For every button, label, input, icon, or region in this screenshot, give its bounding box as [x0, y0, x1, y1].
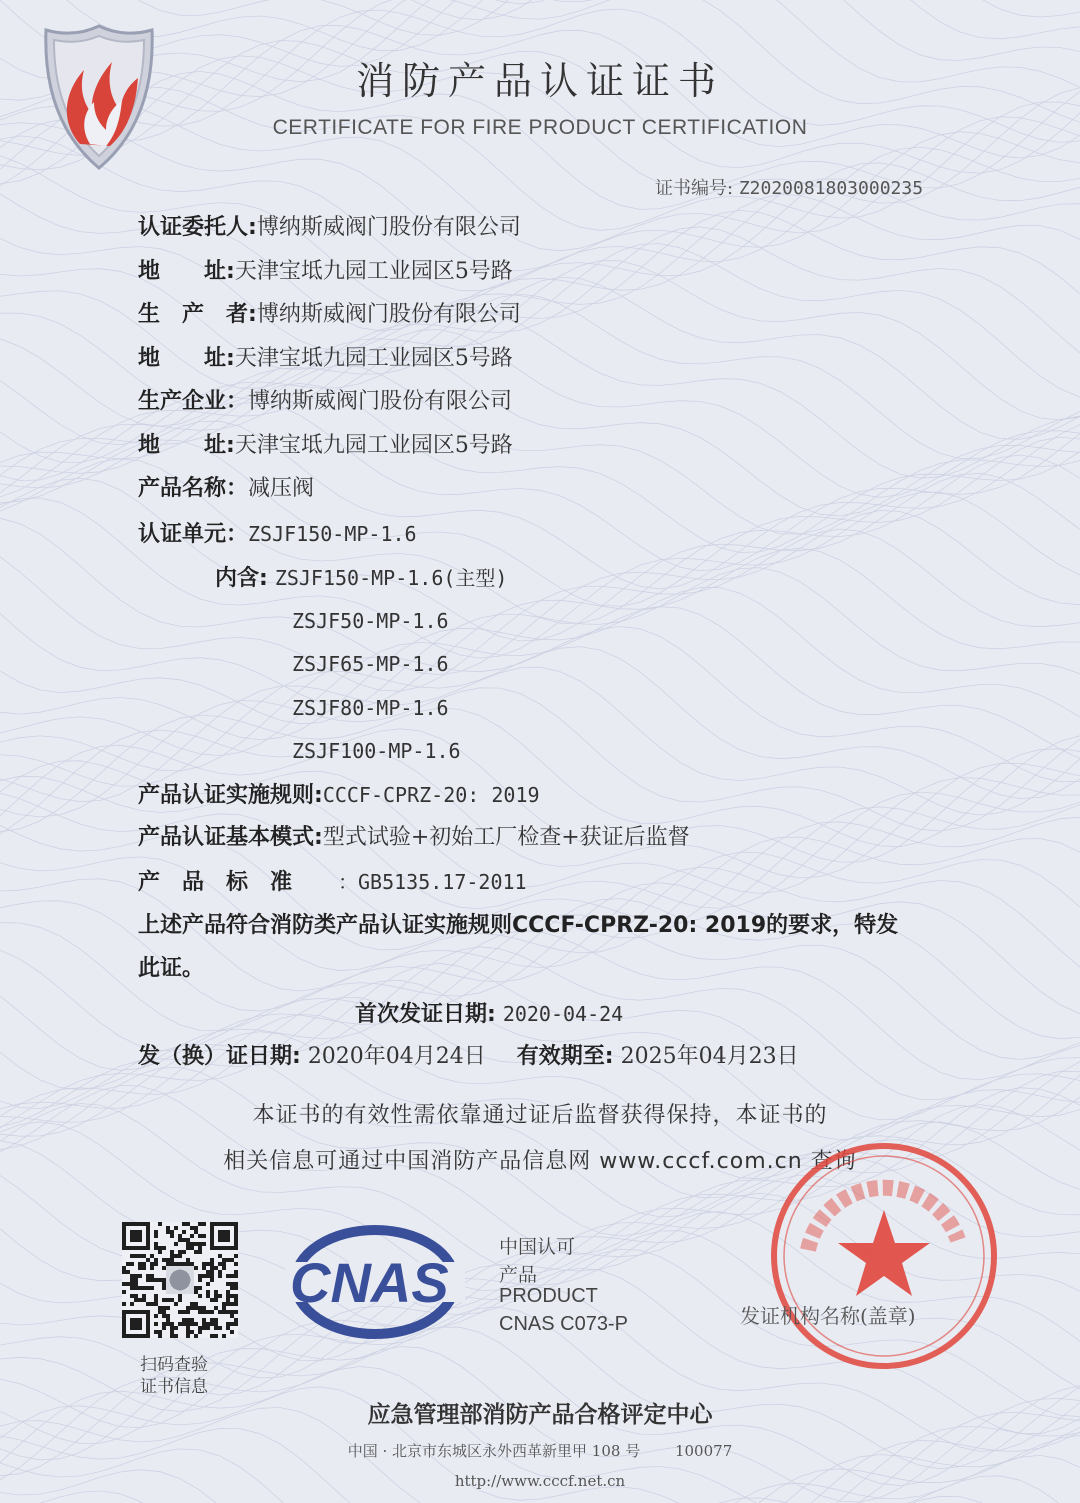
model-item: ZSJF80-MP-1.6 — [292, 696, 449, 720]
contains-label: 内含: — [215, 566, 268, 591]
notice-line-2: 相关信息可通过中国消防产品信息网 www.cccf.com.cn 查询 — [223, 1149, 857, 1174]
producer-address-label: 地 址: — [138, 346, 235, 371]
model-item: ZSJF65-MP-1.6 — [292, 652, 449, 676]
client-address-row — [138, 256, 513, 288]
issue-dates-row — [138, 1041, 799, 1073]
factory-label: 生产企业： — [138, 389, 249, 414]
issuer-url: http://www.cccf.net.cn — [454, 1472, 626, 1490]
model-item: ZSJF150-MP-1.6(主型) — [274, 566, 508, 590]
producer-address-value: 天津宝坻九园工业园区5号路 — [234, 346, 513, 371]
model-item: ZSJF100-MP-1.6 — [292, 739, 461, 763]
mode-label: 产品认证基本模式: — [138, 825, 323, 850]
product-name-row — [138, 473, 314, 505]
cnas-logo-text: CNAS — [290, 1251, 449, 1314]
certificate-number — [655, 174, 923, 200]
cert-unit-row — [138, 518, 417, 550]
rule-row — [138, 779, 540, 811]
seal-caption: 发证机构名称(盖章) — [740, 1304, 916, 1328]
rule-label: 产品认证实施规则: — [138, 783, 323, 808]
qr-caption-1: 扫码查验 — [140, 1355, 208, 1375]
standard-value: ：GB5135.17-2011 — [338, 870, 527, 894]
issuer-address: 中国 · 北京市东城区永外西革新里甲 108 号 100077 — [347, 1442, 733, 1460]
standard-label: 产 品 标 准 — [138, 870, 293, 895]
client-address-label: 地 址: — [138, 259, 235, 284]
client-value: 博纳斯威阀门股份有限公司 — [256, 215, 521, 240]
valid-until-value: 2025年04月23日 — [620, 1044, 799, 1069]
cert-unit-label: 认证单元： — [138, 522, 249, 547]
mode-row — [138, 822, 690, 854]
statement-line-1: 上述产品符合消防类产品认证实施规则CCCF-CPRZ-20: 2019的要求，特发 — [138, 913, 899, 938]
certificate-title: 消防产品认证证书 — [355, 59, 724, 103]
statement-line-2: 此证。 — [138, 956, 205, 981]
cnas-cn-line-1: 中国认可 — [499, 1236, 576, 1258]
factory-value: 博纳斯威阀门股份有限公司 — [248, 389, 513, 414]
factory-address-row — [138, 430, 513, 462]
mode-value: 型式试验+初始工厂检查+获证后监督 — [322, 825, 690, 850]
producer-label: 生 产 者: — [138, 302, 257, 327]
product-name-value: 减压阀 — [248, 476, 315, 501]
factory-row — [138, 386, 512, 418]
client-address-value: 天津宝坻九园工业园区5号路 — [234, 259, 513, 284]
producer-address-row — [138, 343, 513, 375]
first-issue-row — [355, 998, 623, 1030]
factory-address-label: 地 址: — [138, 433, 235, 458]
cnas-cn-line-2: 产品 — [499, 1264, 538, 1286]
standard-row — [138, 866, 527, 898]
contains-row — [215, 562, 507, 594]
client-row — [138, 212, 521, 244]
red-star-seal-icon — [768, 1140, 1000, 1372]
cert-no-label: 证书编号: — [655, 178, 734, 199]
issue-date-value: 2020年04月24日 — [307, 1044, 486, 1069]
first-issue-label: 首次发证日期: — [355, 1002, 496, 1027]
rule-value: CCCF-CPRZ-20: 2019 — [322, 783, 540, 807]
model-item: ZSJF50-MP-1.6 — [292, 609, 449, 633]
product-name-label: 产品名称： — [138, 476, 249, 501]
producer-row — [138, 299, 521, 331]
first-issue-value: 2020-04-24 — [502, 1002, 624, 1026]
producer-value: 博纳斯威阀门股份有限公司 — [256, 302, 521, 327]
qr-caption-2: 证书信息 — [140, 1377, 208, 1397]
valid-until-label: 有效期至: — [516, 1044, 614, 1069]
notice-line-1: 本证书的有效性需依靠通过证后监督获得保持，本证书的 — [252, 1103, 828, 1128]
cert-unit-value: ZSJF150-MP-1.6 — [248, 522, 417, 546]
factory-address-value: 天津宝坻九园工业园区5号路 — [234, 433, 513, 458]
cert-no-value: Z2020081803000235 — [738, 178, 924, 199]
client-label: 认证委托人: — [138, 215, 257, 240]
cnas-en-line-2: CNAS C073-P — [499, 1313, 628, 1335]
issue-date-label: 发（换）证日期: — [138, 1044, 301, 1069]
cnas-en-line-1: PRODUCT — [499, 1285, 598, 1307]
qr-code-icon — [122, 1222, 238, 1338]
certificate-subtitle: CERTIFICATE FOR FIRE PRODUCT CERTIFICATION — [272, 116, 808, 139]
issuer-name: 应急管理部消防产品合格评定中心 — [367, 1402, 713, 1428]
